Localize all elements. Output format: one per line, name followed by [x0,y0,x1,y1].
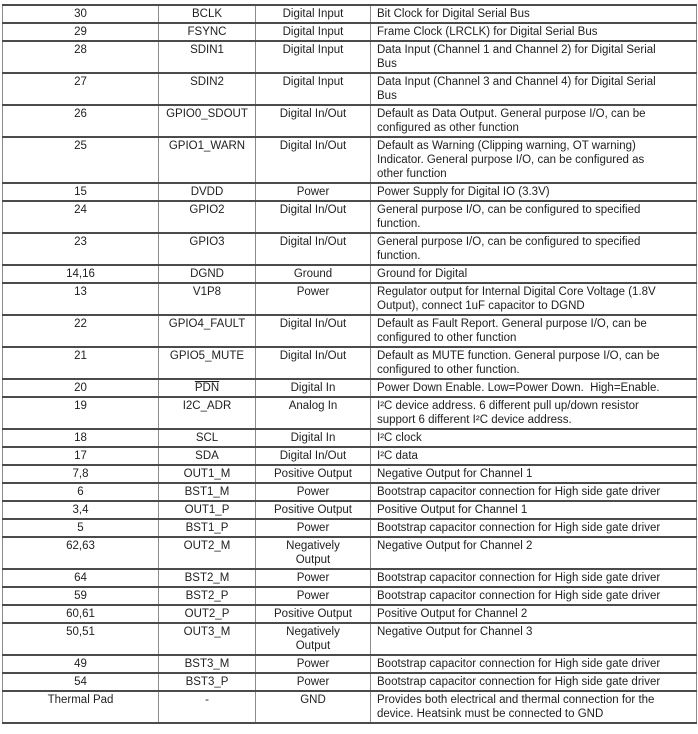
description-cell: Positive Output for Channel 1 [371,501,697,519]
description-cell: I²C clock [371,429,697,447]
description-cell: I²C device address. 6 different pull up/down resistor support 6 different I²C device address. [371,397,697,429]
type-cell: Power [256,483,371,501]
name-cell: GPIO4_FAULT [159,315,256,347]
description-cell: Bootstrap capacitor connection for High side gate driver [371,483,697,501]
pin-cell: 26 [3,105,159,137]
name-cell: SCL [159,429,256,447]
type-cell: Digital In/Out [256,105,371,137]
type-cell: Digital In/Out [256,347,371,379]
type-cell: Digital In [256,429,371,447]
description-cell: General purpose I/O, can be configured to specified function. [371,233,697,265]
type-cell: Digital Input [256,73,371,105]
name-cell: GPIO2 [159,201,256,233]
table-row [3,315,697,347]
table-row [3,587,697,605]
description-cell: Default as Data Output. General purpose I/O, can be configured as other function [371,105,697,137]
pin-cell: 62,63 [3,537,159,569]
type-cell: Negatively Output [256,623,371,655]
type-cell: Digital In/Out [256,137,371,183]
pin-cell: 29 [3,23,159,41]
pin-cell: 6 [3,483,159,501]
description-cell: I²C data [371,447,697,465]
name-cell: GPIO0_SDOUT [159,105,256,137]
type-cell: Power [256,655,371,673]
pin-cell: 15 [3,183,159,201]
table-row [3,23,697,41]
name-cell: DVDD [159,183,256,201]
pin-description-table [2,4,697,724]
pin-cell: 22 [3,315,159,347]
table-row [3,569,697,587]
name-cell: GPIO1_WARN [159,137,256,183]
type-cell: Positive Output [256,465,371,483]
type-cell: Digital In/Out [256,315,371,347]
table-row [3,137,697,183]
type-cell: Analog In [256,397,371,429]
type-cell: Digital Input [256,41,371,73]
name-cell: SDIN2 [159,73,256,105]
pin-cell: 54 [3,673,159,691]
pin-cell: 59 [3,587,159,605]
table-row [3,465,697,483]
description-cell: Bit Clock for Digital Serial Bus [371,5,697,23]
table-row [3,105,697,137]
description-cell: Bootstrap capacitor connection for High side gate driver [371,587,697,605]
description-cell: General purpose I/O, can be configured to specified function. [371,201,697,233]
pin-cell: 27 [3,73,159,105]
name-cell: OUT1_P [159,501,256,519]
table-row [3,41,697,73]
type-cell: Negatively Output [256,537,371,569]
description-cell: Power Supply for Digital IO (3.3V) [371,183,697,201]
pin-cell: 7,8 [3,465,159,483]
pin-cell: 5 [3,519,159,537]
type-cell: Power [256,283,371,315]
name-cell: OUT1_M [159,465,256,483]
type-cell: Power [256,569,371,587]
description-cell: Negative Output for Channel 2 [371,537,697,569]
table-row [3,691,697,723]
type-cell: Positive Output [256,501,371,519]
pin-cell: 49 [3,655,159,673]
pin-cell: 20 [3,379,159,397]
type-cell: Digital In [256,379,371,397]
type-cell: Power [256,673,371,691]
type-cell: GND [256,691,371,723]
pin-cell: 19 [3,397,159,429]
pin-cell: 28 [3,41,159,73]
name-cell: BCLK [159,5,256,23]
name-cell: I2C_ADR [159,397,256,429]
pin-cell: 50,51 [3,623,159,655]
table-row [3,501,697,519]
name-cell: GPIO5_MUTE [159,347,256,379]
pin-table-body [3,5,697,723]
type-cell: Power [256,519,371,537]
pin-cell: 64 [3,569,159,587]
name-cell: DGND [159,265,256,283]
name-cell: OUT2_M [159,537,256,569]
table-row [3,379,697,397]
description-cell: Power Down Enable. Low=Power Down. High=Enable. [371,379,697,397]
pin-cell: 18 [3,429,159,447]
description-cell: Default as Warning (Clipping warning, OT warning) Indicator. General purpose I/O, can be configured as other function [371,137,697,183]
table-row [3,623,697,655]
description-cell: Negative Output for Channel 1 [371,465,697,483]
pin-cell: 24 [3,201,159,233]
description-cell: Default as MUTE function. General purpose I/O, can be configured to other function. [371,347,697,379]
table-row [3,519,697,537]
table-row [3,483,697,501]
name-cell: OUT2_P [159,605,256,623]
name-cell [159,379,256,397]
name-cell: BST1_M [159,483,256,501]
pin-cell: Thermal Pad [3,691,159,723]
description-cell: Frame Clock (LRCLK) for Digital Serial Bus [371,23,697,41]
description-cell: Positive Output for Channel 2 [371,605,697,623]
table-row [3,429,697,447]
table-row [3,397,697,429]
datasheet-page [0,4,698,734]
description-cell: Provides both electrical and thermal connection for the device. Heatsink must be connected to GND [371,691,697,723]
table-row [3,265,697,283]
name-cell: BST1_P [159,519,256,537]
description-cell: Bootstrap capacitor connection for High side gate driver [371,569,697,587]
name-cell: BST3_P [159,673,256,691]
pin-cell: 3,4 [3,501,159,519]
description-cell: Bootstrap capacitor connection for High side gate driver [371,655,697,673]
type-cell: Ground [256,265,371,283]
pin-cell: 13 [3,283,159,315]
table-row [3,655,697,673]
table-row [3,233,697,265]
description-cell: Bootstrap capacitor connection for High side gate driver [371,673,697,691]
description-cell: Negative Output for Channel 3 [371,623,697,655]
type-cell: Digital Input [256,5,371,23]
description-cell: Data Input (Channel 1 and Channel 2) for Digital Serial Bus [371,41,697,73]
name-cell: OUT3_M [159,623,256,655]
name-cell: FSYNC [159,23,256,41]
name-cell: SDA [159,447,256,465]
name-cell: - [159,691,256,723]
table-row [3,5,697,23]
pin-cell: 17 [3,447,159,465]
description-cell: Data Input (Channel 3 and Channel 4) for Digital Serial Bus [371,73,697,105]
type-cell: Digital In/Out [256,447,371,465]
type-cell: Power [256,587,371,605]
description-cell: Default as Fault Report. General purpose I/O, can be configured to other function [371,315,697,347]
pin-cell: 23 [3,233,159,265]
name-cell: BST2_P [159,587,256,605]
table-row [3,537,697,569]
table-row [3,283,697,315]
description-cell: Ground for Digital [371,265,697,283]
name-cell: V1P8 [159,283,256,315]
type-cell: Digital In/Out [256,201,371,233]
pin-cell: 14,16 [3,265,159,283]
name-cell: BST3_M [159,655,256,673]
pin-cell: 25 [3,137,159,183]
type-cell: Digital Input [256,23,371,41]
name-cell: SDIN1 [159,41,256,73]
table-row [3,447,697,465]
description-cell: Bootstrap capacitor connection for High side gate driver [371,519,697,537]
table-row [3,673,697,691]
pin-cell: 60,61 [3,605,159,623]
active-low-signal-name: $\overline{PDN}$ [194,382,220,394]
table-row [3,347,697,379]
description-cell: Regulator output for Internal Digital Core Voltage (1.8V Output), connect 1uF capacitor to DGND [371,283,697,315]
table-row [3,201,697,233]
type-cell: Power [256,183,371,201]
name-cell: BST2_M [159,569,256,587]
name-cell: GPIO3 [159,233,256,265]
table-row [3,73,697,105]
table-row [3,183,697,201]
type-cell: Positive Output [256,605,371,623]
pin-cell: 21 [3,347,159,379]
pin-cell: 30 [3,5,159,23]
type-cell: Digital In/Out [256,233,371,265]
table-row [3,605,697,623]
